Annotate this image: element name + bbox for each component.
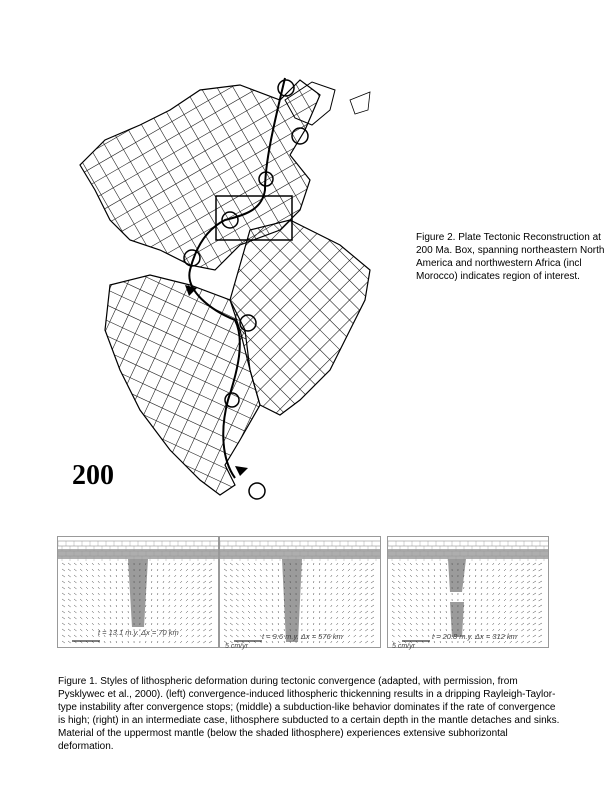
map-graphic xyxy=(50,70,410,515)
pole-marker xyxy=(292,128,308,144)
panel-right-scale: 5 cm/yr xyxy=(392,643,415,650)
figure2-caption: Figure 2. Plate Tectonic Reconstruction at 200 Ma. Box, spanning northeastern North America and northwestern Africa (incl Morocco) indicates region of interest. xyxy=(416,232,605,282)
panel-graphic xyxy=(388,537,548,647)
panel-right-label: t = 20.8 m.y. Δx = 312 km xyxy=(432,632,517,641)
panel-left-label: t = 13.1 m.y. Δx = 70 km xyxy=(98,628,179,637)
panel-middle-scale: 5 cm/yr xyxy=(225,643,248,650)
island-outline xyxy=(350,92,370,114)
north-america-grid xyxy=(50,70,410,515)
figure1-caption: Figure 1. Styles of lithospheric deformation during tectonic convergence (adapted, with permission, from Pysklywec et al., 2000). (left) convergence-induced lithospheric thickenning results in a dripping Rayleigh-Taylor-type instability after convergence stops; (middle) a subduction-like behavior dominates if the rate of convergence is high; (right) in an intermediate case, lithosphere subducted to a certain depth in the mantle detaches and sinks. Material of the uppermost mantle (below the shaded lithosphere) experiences extensive subhorizontal deformation. xyxy=(58,676,560,752)
map-age-label: 200 xyxy=(72,460,114,491)
pole-marker xyxy=(249,483,265,499)
south-america-outline xyxy=(105,275,260,495)
panel-graphic xyxy=(220,537,380,647)
panel-middle-label: t = 9.6 m.y. Δx = 576 km xyxy=(262,632,343,641)
subduction-marker xyxy=(235,466,248,476)
africa-outline xyxy=(230,220,370,415)
plate-reconstruction-map xyxy=(50,70,410,515)
